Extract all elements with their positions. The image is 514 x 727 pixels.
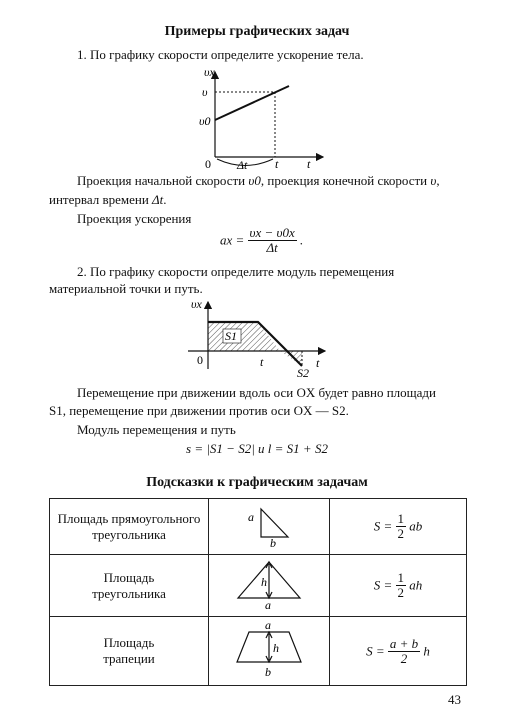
row3-name: Площадь трапеции <box>50 617 209 686</box>
row3-formula: S = $\frac{a + b}{2}$ h <box>330 617 467 686</box>
row2-formula: S = $\frac{1}{2}$ ah <box>330 555 467 617</box>
y-label-2: υx <box>191 297 202 311</box>
velocity-line <box>215 86 289 120</box>
t-mark: t <box>275 157 279 170</box>
hints-table <box>49 498 467 686</box>
area-s1 <box>208 322 280 351</box>
p2-text2: S1, перемещение при движении против оси OX — S2. <box>49 403 349 418</box>
dt-label: Δt <box>237 158 248 170</box>
row1-name: Площадь прямоугольного треугольника <box>50 499 209 555</box>
row1-formula: S = $\frac{1}{2}$ ab <box>330 499 467 555</box>
svg-text:a: a <box>265 597 271 610</box>
p1-text3: Проекция ускорения <box>77 211 192 226</box>
s1-label: S1 <box>225 329 237 343</box>
svg-text:a: a <box>265 618 271 632</box>
right-triangle-figure <box>244 503 294 547</box>
t-axis-label-2: t <box>316 356 320 370</box>
row2-name: Площадь треугольника <box>50 555 209 617</box>
s2-label: S2 <box>297 366 309 380</box>
trapezoid-figure <box>233 618 305 680</box>
svg-text:a: a <box>248 509 254 524</box>
table-row <box>50 617 467 686</box>
problem2-statement-1: 2. По графику скорости определите модуль перемещения <box>77 264 395 279</box>
svg-text:b: b <box>270 535 276 547</box>
p2-text1: Перемещение при движении вдоль оси OX будет равно площади <box>77 385 436 400</box>
svg-text:h: h <box>261 574 267 589</box>
p1-text2: интервал времени Δt. <box>49 192 167 207</box>
row1-figure <box>209 499 330 555</box>
problem1-statement: 1. По графику скорости определите ускорение тела. <box>77 47 364 62</box>
hints-title: Подсказки к графическим задачам <box>146 475 368 490</box>
p2-text3: Модуль перемещения и путь <box>77 422 236 437</box>
problem2-statement-2: материальной точки и путь. <box>49 281 203 296</box>
svg-text:h: h <box>273 641 279 655</box>
p1-text1: Проекция начальной скорости υ0, проекция конечной скорости υ, <box>77 173 440 188</box>
v-label: υ <box>202 85 208 99</box>
page-title: Примеры графических задач <box>164 24 350 39</box>
displacement-formula: s = |S1 − S2| и l = S1 + S2 <box>186 441 328 456</box>
page-number: 43 <box>448 692 461 707</box>
origin-label: 0 <box>205 157 211 170</box>
v0-label: υ0 <box>199 114 211 128</box>
t-axis-label: t <box>307 157 311 170</box>
velocity-graph-1 <box>195 64 330 170</box>
origin-label-2: 0 <box>197 353 203 367</box>
t-mark-2: t <box>260 355 264 369</box>
table-row <box>50 555 467 617</box>
table-row <box>50 499 467 555</box>
row3-figure <box>209 617 330 686</box>
y-label: υx <box>204 65 215 79</box>
row2-figure <box>209 555 330 617</box>
svg-text:b: b <box>265 665 271 679</box>
velocity-graph-2 <box>180 294 330 382</box>
acceleration-formula: ax = $\frac{\upsilon x - \upsilon 0x}{\Delta t}$ . <box>220 225 304 255</box>
triangle-figure <box>234 558 304 610</box>
